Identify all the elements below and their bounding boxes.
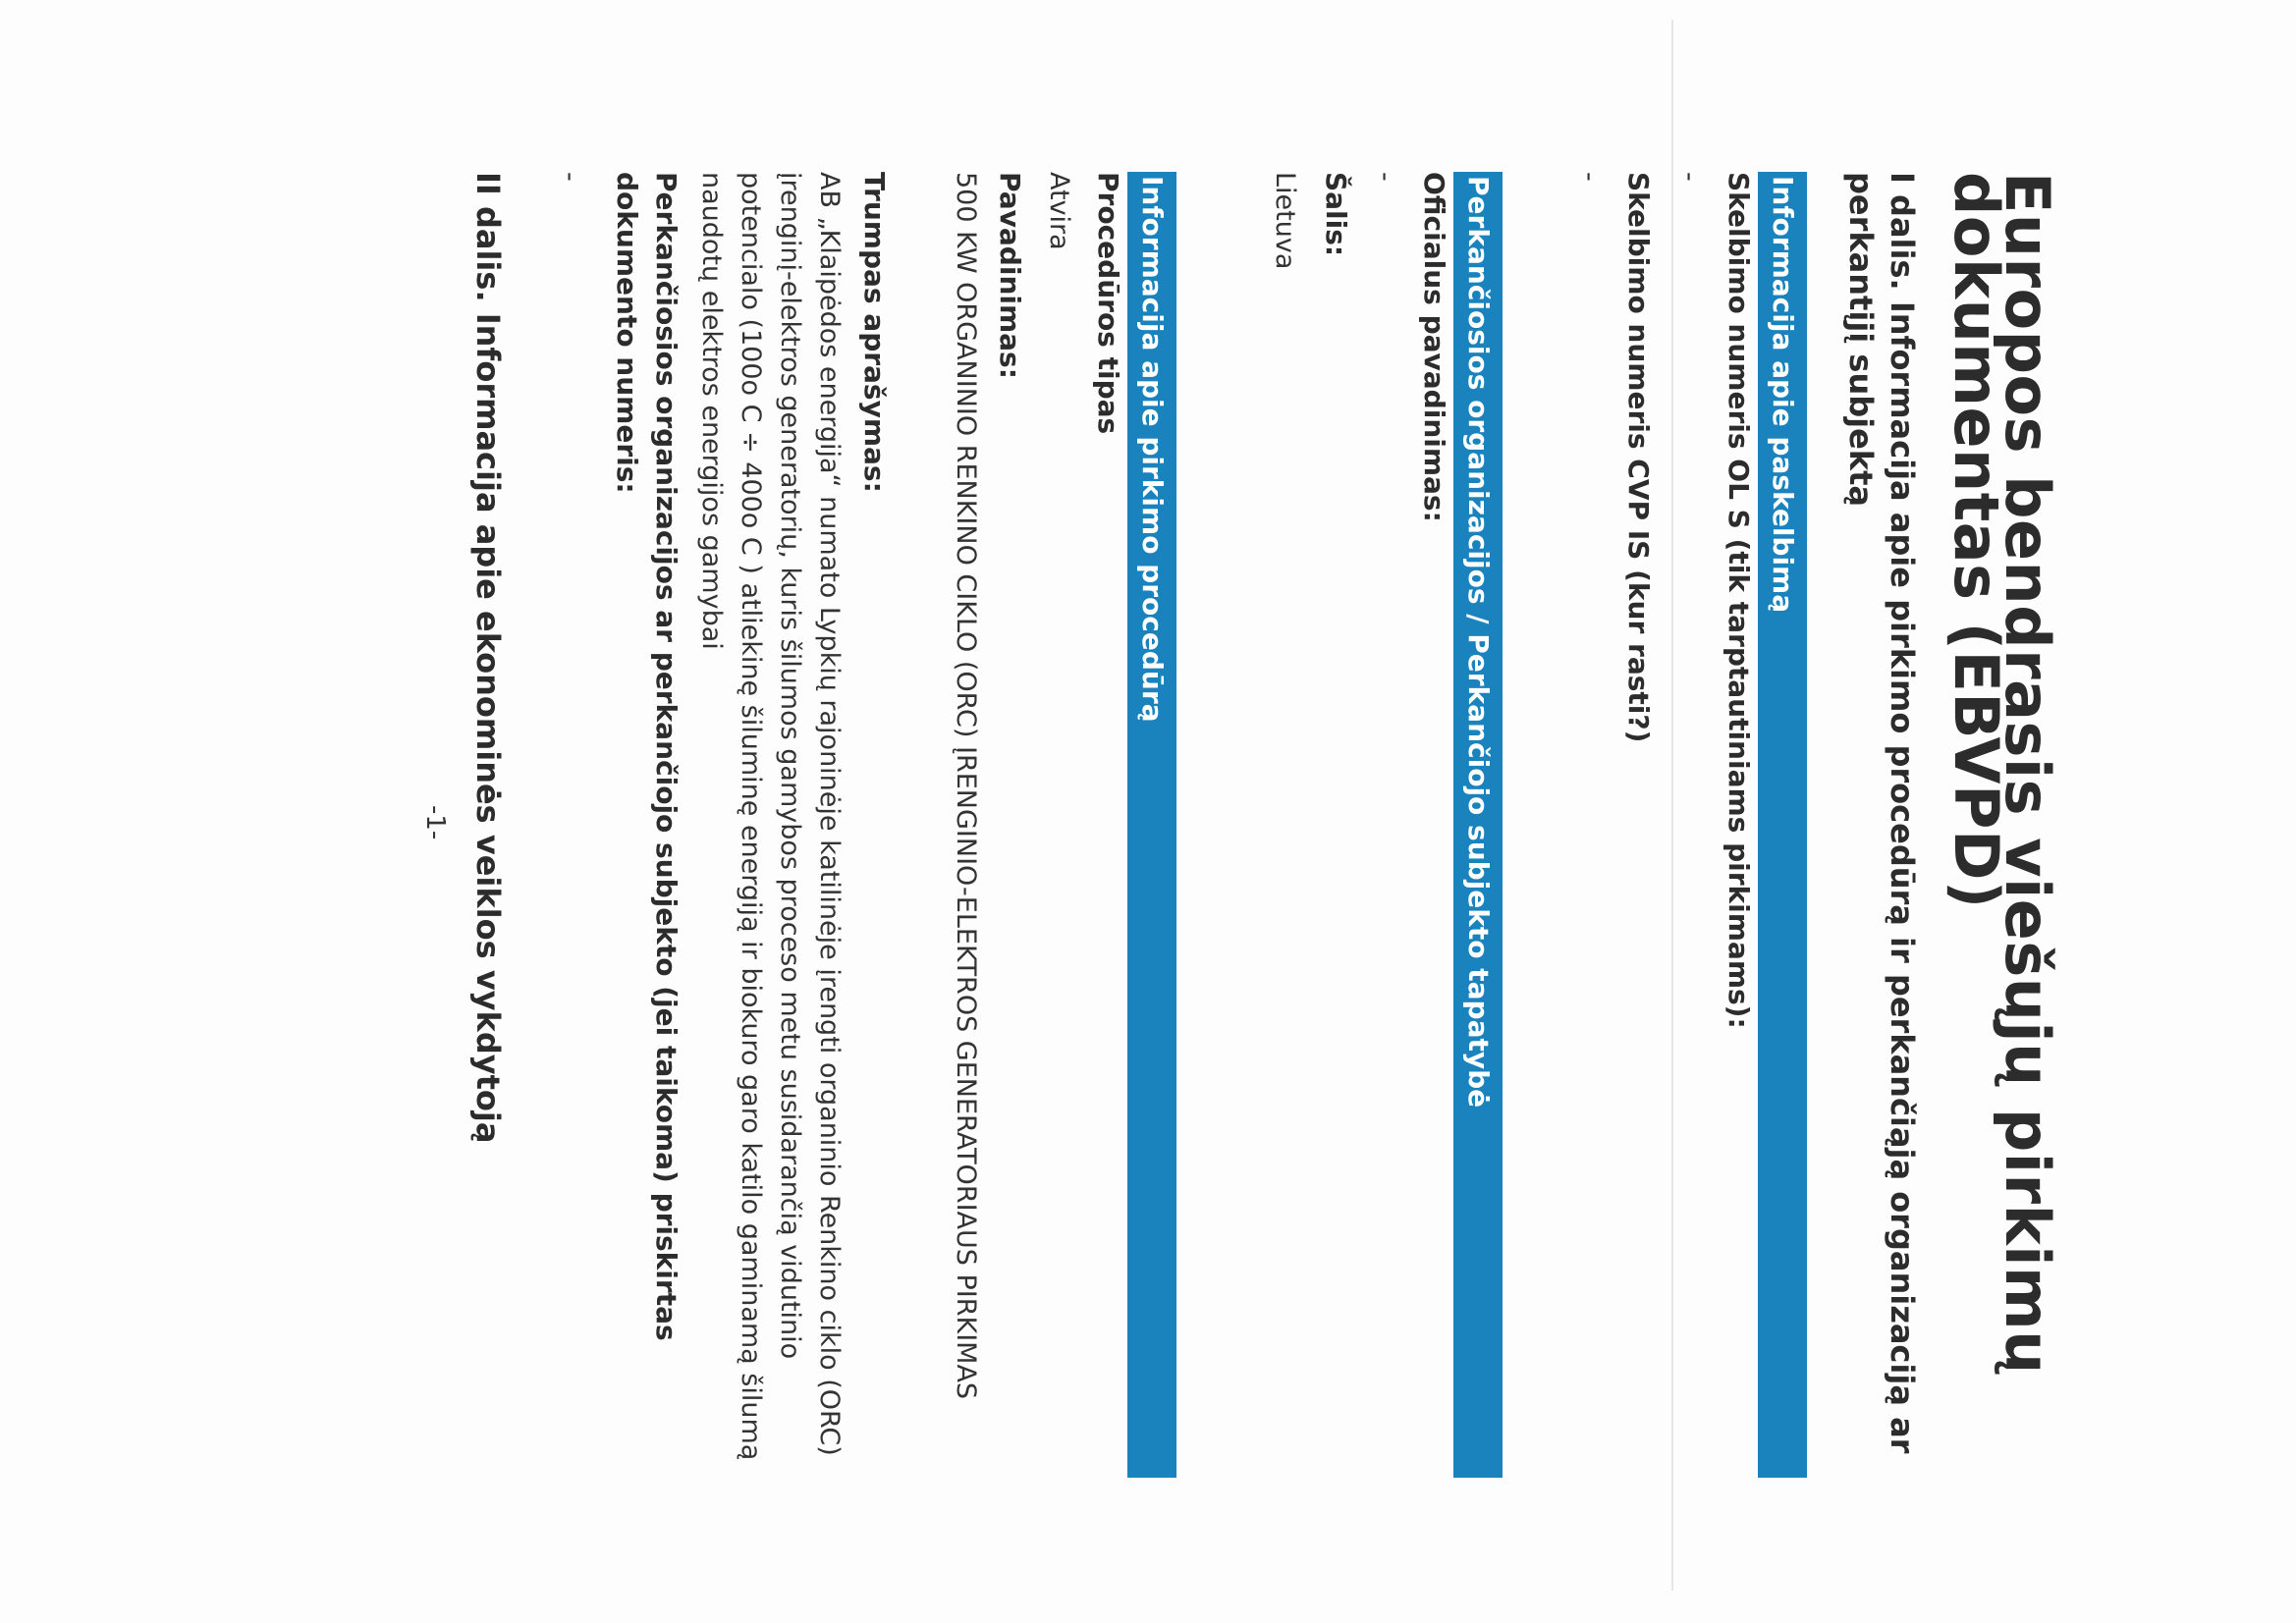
reference-number-label: Perkančiosios organizacijos ar perkančiojo subjekto (jei taikoma) priskirtas dokumento numeris: — [611, 172, 683, 1341]
page-number: -1- — [420, 805, 450, 840]
section-bar-notice: Informacija apie paskelbimą — [1758, 172, 1807, 1478]
country-value: Lietuva — [1270, 172, 1300, 270]
part1-heading: I dalis. Informacija apie pirkimo procedūrą ir perkančiąją organizaciją ar perkantįjį subjektą — [1842, 172, 1921, 1454]
section-bar-procedure: Informacija apie pirkimo procedūrą — [1127, 172, 1176, 1478]
part2-heading: II dalis. Informacija apie ekonominės veiklos vykdytoją — [469, 172, 507, 1144]
country-label: Šalis: — [1320, 172, 1352, 257]
ojs-number-value: - — [1674, 172, 1705, 182]
ojs-number-label: Skelbimo numeris OL S (tik tarptautiniams pirkimams): — [1722, 172, 1755, 1029]
procedure-type-label: Procedūros tipas — [1092, 172, 1124, 435]
cvp-number-label: Skelbimo numeris CVP IS (kur rasti?) — [1622, 172, 1655, 743]
document-title: Europos bendrasis viešųjų pirkimų dokumentas (EBVPD) — [1941, 172, 2063, 1375]
procurement-title-label: Pavadinimas: — [994, 172, 1026, 379]
cvp-number-value: - — [1574, 172, 1605, 182]
procedure-type-value: Atvira — [1044, 172, 1074, 250]
short-description-label: Trumpas aprašymas: — [858, 172, 891, 493]
section-bar-identity: Perkančiosios organizacijos / Perkančiojo subjekto tapatybė — [1453, 172, 1503, 1478]
official-name-value: - — [1370, 172, 1400, 182]
procurement-title-value: 500 KW ORGANINIO RENKINO CIKLO (ORC) ĮRENGINIO-ELEKTROS GENERATORIAUS PIRKIMAS — [951, 172, 981, 1400]
reference-number-value: - — [555, 172, 585, 182]
official-name-label: Oficialus pavadinimas: — [1418, 172, 1450, 522]
short-description-value: AB „Klaipėdos energija“ numato Lypkių rajoninėje katilinėje įrengti organinio Renkino ciklo (ORC) įrenginį-elektros generatorių, kuris šilumos gamybos proceso metu susidarančią vidutinio potencialo (100o C ÷ 400o C ) atliekinę šiluminę energiją ir biokuro garo katilo gaminamą šilumą naudotų elektros energijos gamybai — [696, 172, 845, 1461]
